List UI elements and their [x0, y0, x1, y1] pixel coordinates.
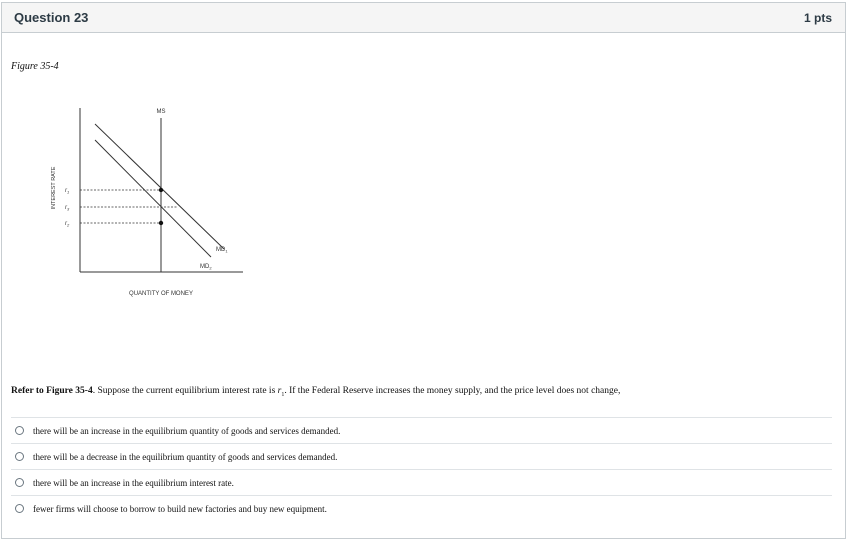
answer-option-1[interactable] — [11, 417, 832, 443]
question-points: 1 pts — [803, 10, 832, 25]
money-market-graph — [40, 100, 255, 305]
answer-text: there will be an increase in the equilibrium interest rate. — [33, 477, 234, 488]
md1-label: $MD_1$ — [216, 247, 228, 254]
r3-label: $r_3$ — [65, 205, 70, 212]
prompt-rate-sub: 1 — [281, 391, 285, 398]
question-prompt — [11, 386, 620, 398]
prompt-rate-symbol: r — [277, 386, 282, 396]
question-title: Question 23 — [14, 10, 89, 25]
answer-option-2[interactable] — [11, 443, 832, 469]
radio-button[interactable] — [15, 426, 24, 435]
radio-button[interactable] — [15, 504, 24, 513]
equilibrium-point-1 — [159, 188, 163, 192]
answer-option-3[interactable] — [11, 469, 832, 495]
r1-label: $r_1$ — [65, 188, 70, 195]
prompt-text-2: . If the Federal Reserve increases the money supply, and the price level does not change, — [284, 386, 621, 396]
y-axis-label: INTEREST RATE — [51, 166, 57, 210]
prompt-text-1: . Suppose the current equilibrium interest rate is — [92, 386, 278, 396]
radio-button[interactable] — [15, 452, 24, 461]
answer-text: there will be an increase in the equilibrium quantity of goods and services demanded. — [33, 425, 341, 436]
md2-label: $MD_2$ — [200, 264, 212, 271]
answer-text: there will be a decrease in the equilibrium quantity of goods and services demanded. — [33, 451, 338, 462]
md1-curve — [95, 124, 224, 249]
r2-label: $r_2$ — [65, 221, 70, 228]
figure-label: Figure 35-4 — [11, 61, 59, 72]
prompt-figure-ref: Refer to Figure 35-4 — [11, 386, 93, 396]
equilibrium-point-2 — [159, 221, 163, 225]
x-axis-label: QUANTITY OF MONEY — [129, 291, 193, 297]
ms-label: MS — [156, 109, 166, 115]
answer-option-4[interactable] — [11, 495, 832, 521]
md2-curve — [95, 140, 211, 257]
answer-text: fewer firms will choose to borrow to build new factories and buy new equipment. — [33, 503, 327, 514]
question-header — [2, 3, 845, 33]
answer-list — [11, 417, 832, 521]
radio-button[interactable] — [15, 478, 24, 487]
